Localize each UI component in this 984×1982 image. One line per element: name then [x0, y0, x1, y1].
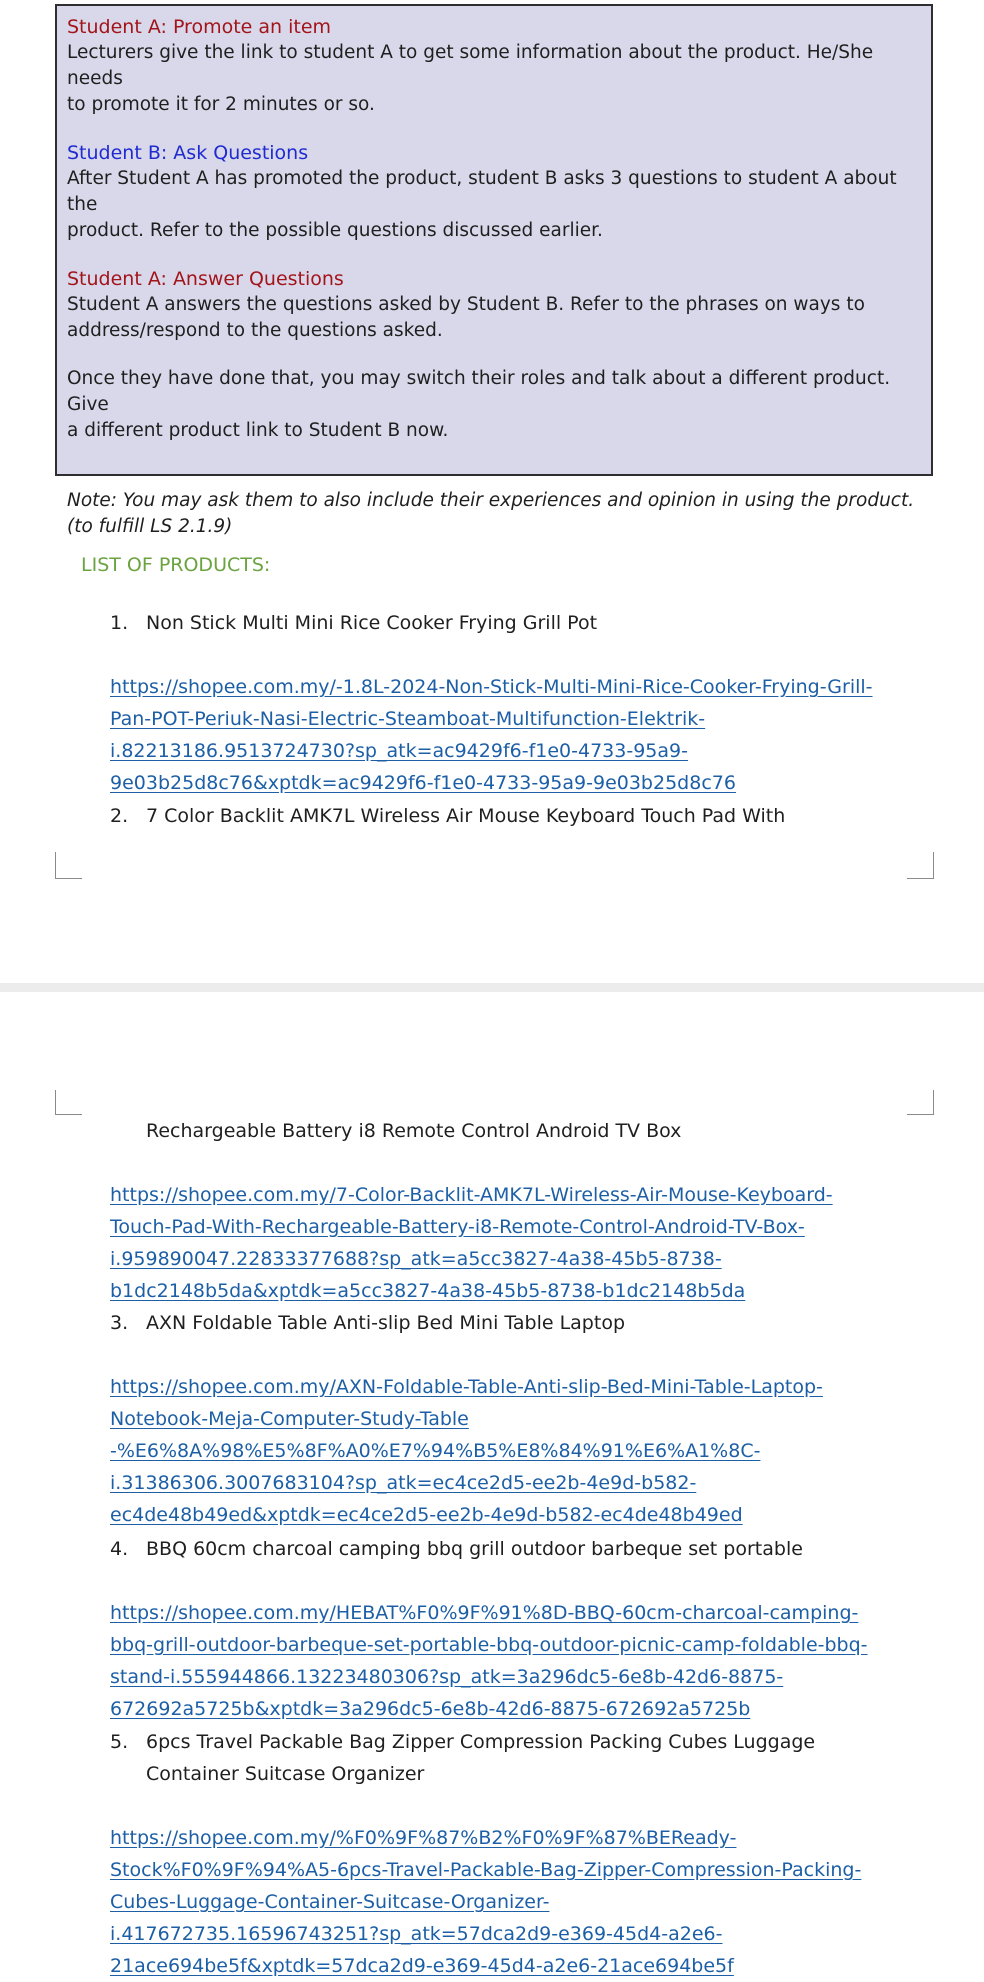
product-number: 2.: [110, 805, 129, 827]
product-link-line: https://shopee.com.my/HEBAT%F0%9F%91%8D-BBQ-60cm-charcoal-camping-: [110, 1602, 859, 1624]
activity-instructions-box: [55, 4, 933, 537]
product-link-line: stand-i.555944866.13223480306?sp_atk=3a296dc5-6e8b-42d6-8875-: [110, 1666, 784, 1688]
product-number: 1.: [110, 612, 129, 634]
product-link-line: i.82213186.9513724730?sp_atk=ac9429f6-f1e0-4733-95a9-: [110, 740, 688, 762]
product-link-line: i.31386306.3007683104?sp_atk=ec4ce2d5-ee2b-4e9d-b582-: [110, 1472, 697, 1494]
student-a-answer-line: address/respond to the questions asked.: [67, 320, 443, 341]
student-b-ask-line: product. Refer to the possible questions discussed earlier.: [67, 220, 603, 241]
product-link[interactable]: [110, 671, 910, 799]
product-link-line: https://shopee.com.my/AXN-Foldable-Table-Anti-slip-Bed-Mini-Table-Laptop-: [110, 1376, 823, 1398]
product-link-line: 9e03b25d8c76&xptdk=ac9429f6-f1e0-4733-95a9-9e03b25d8c76: [110, 772, 736, 794]
product-name: 7 Color Backlit AMK7L Wireless Air Mouse Keyboard Touch Pad With: [146, 805, 786, 827]
product-link-line: Cubes-Luggage-Container-Suitcase-Organizer-: [110, 1891, 550, 1913]
product-link-line: 672692a5725b&xptdk=3a296dc5-6e8b-42d6-8875-672692a5725b: [110, 1698, 751, 1720]
product-link-line: https://shopee.com.my/%F0%9F%87%B2%F0%9F%87%BEReady-: [110, 1827, 737, 1849]
student-a-answer-section: [67, 266, 921, 344]
product-name: Rechargeable Battery i8 Remote Control Android TV Box: [146, 1120, 682, 1142]
note-section: [67, 488, 921, 540]
product-item-1: [110, 607, 910, 799]
product-link-line: Pan-POT-Periuk-Nasi-Electric-Steamboat-Multifunction-Elektrik-: [110, 708, 706, 730]
student-b-ask-line: After Student A has promoted the product, student B asks 3 questions to student A about the: [67, 168, 897, 215]
product-number: 4.: [110, 1538, 129, 1560]
student-b-ask-section: [67, 140, 921, 244]
margin-corner-mark: [55, 1090, 82, 1115]
product-link[interactable]: [110, 1822, 910, 1982]
product-link-line: Notebook-Meja-Computer-Study-Table: [110, 1408, 469, 1430]
margin-corner-mark: [55, 852, 82, 879]
product-item-4: [110, 1533, 910, 1725]
student-a-promote-line: to promote it for 2 minutes or so.: [67, 94, 375, 115]
product-number: 5.: [110, 1731, 129, 1753]
product-name: Non Stick Multi Mini Rice Cooker Frying Grill Pot: [146, 612, 598, 634]
product-link-line: i.417672735.16596743251?sp_atk=57dca2d9-e369-45d4-a2e6-: [110, 1923, 723, 1945]
switch-roles-line: Once they have done that, you may switch their roles and talk about a different product. Give: [67, 368, 891, 415]
product-link[interactable]: [110, 1179, 910, 1307]
product-item-2: [110, 800, 910, 832]
product-item-3: [110, 1307, 910, 1531]
margin-corner-mark: [907, 1090, 934, 1115]
product-link-line: b1dc2148b5da&xptdk=a5cc3827-4a38-45b5-8738-b1dc2148b5da: [110, 1280, 746, 1302]
product-number: 3.: [110, 1312, 129, 1334]
margin-corner-mark: [907, 852, 934, 879]
product-link-line: bbq-grill-outdoor-barbeque-set-portable-bbq-outdoor-picnic-camp-foldable-bbq-: [110, 1634, 868, 1656]
list-of-products-title: LIST OF PRODUCTS:: [81, 554, 271, 576]
note-line: Note: You may ask them to also include their experiences and opinion in using the product.: [67, 490, 915, 511]
product-link-line: i.959890047.22833377688?sp_atk=a5cc3827-4a38-45b5-8738-: [110, 1248, 722, 1270]
page-break: [0, 983, 984, 992]
student-a-promote-line: Lecturers give the link to student A to get some information about the product. He/She needs: [67, 42, 874, 89]
product-link-line: ec4de48b49ed&xptdk=ec4ce2d5-ee2b-4e9d-b582-ec4de48b49ed: [110, 1504, 743, 1526]
product-name: BBQ 60cm charcoal camping bbq grill outdoor barbeque set portable: [146, 1538, 803, 1560]
switch-roles-line: a different product link to Student B now.: [67, 420, 449, 441]
product-link-line: https://shopee.com.my/7-Color-Backlit-AMK7L-Wireless-Air-Mouse-Keyboard-: [110, 1184, 833, 1206]
product-link-line: Stock%F0%9F%94%A5-6pcs-Travel-Packable-Bag-Zipper-Compression-Packing-: [110, 1859, 862, 1881]
student-a-answer-heading: Student A: Answer Questions: [67, 268, 344, 290]
note-line: (to fulfill LS 2.1.9): [67, 516, 233, 537]
product-link[interactable]: [110, 1371, 910, 1531]
product-link[interactable]: [110, 1597, 910, 1725]
product-link-line: 21ace694be5f&xptdk=57dca2d9-e369-45d4-a2e6-21ace694be5f: [110, 1955, 734, 1977]
product-link-line: https://shopee.com.my/-1.8L-2024-Non-Stick-Multi-Mini-Rice-Cooker-Frying-Grill-: [110, 676, 873, 698]
product-link-line: -%E6%8A%98%E5%8F%A0%E7%94%B5%E8%84%91%E6%A1%8C-: [110, 1440, 761, 1462]
product-name: Container Suitcase Organizer: [146, 1763, 425, 1785]
product-item-5: [110, 1726, 910, 1982]
student-a-promote-section: [67, 14, 921, 118]
student-a-answer-line: Student A answers the questions asked by Student B. Refer to the phrases on ways to: [67, 294, 865, 315]
product-link-line: Touch-Pad-With-Rechargeable-Battery-i8-Remote-Control-Android-TV-Box-: [110, 1216, 805, 1238]
product-item-2-continued: [110, 1115, 910, 1307]
student-b-ask-heading: Student B: Ask Questions: [67, 142, 309, 164]
product-name: AXN Foldable Table Anti-slip Bed Mini Table Laptop: [146, 1312, 625, 1334]
switch-roles-section: [67, 366, 921, 444]
product-name: 6pcs Travel Packable Bag Zipper Compression Packing Cubes Luggage: [146, 1731, 816, 1753]
student-a-promote-heading: Student A: Promote an item: [67, 16, 332, 38]
